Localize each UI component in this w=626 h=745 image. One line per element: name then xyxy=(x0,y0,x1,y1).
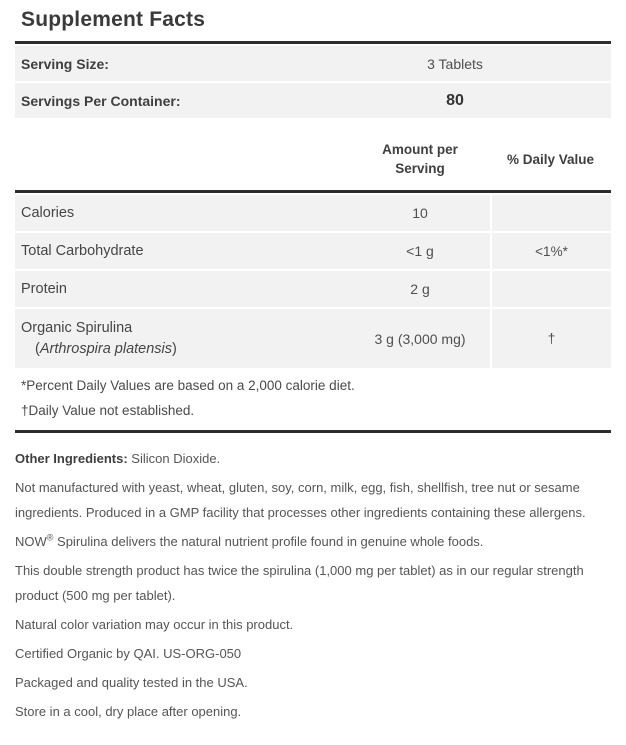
registered-trademark-symbol: ® xyxy=(46,532,54,543)
nutrient-amount: 2 g xyxy=(410,281,430,297)
certification-note: Certified Organic by QAI. US-ORG-050 xyxy=(15,646,242,661)
servings-per-container-row xyxy=(15,83,611,118)
allergen-statement: Not manufactured with yeast, wheat, gluten, soy, corn, milk, egg, fish, shellfish, tree nut or sesame ingredients. Produced in a GMP facility that processes other ingredients containing these allergens. xyxy=(15,480,586,520)
amount-header-line1: Amount per xyxy=(382,142,458,157)
serving-size-row xyxy=(15,46,611,81)
other-ingredients-label: Other Ingredients: xyxy=(15,451,128,466)
table-row-protein xyxy=(15,271,611,307)
table-row-organic-spirulina xyxy=(15,309,611,368)
facts-column-headers xyxy=(15,118,611,190)
nutrient-daily-value xyxy=(490,195,611,231)
nutrient-amount: 10 xyxy=(412,205,428,221)
brand-name: NOW xyxy=(15,534,47,549)
nutrient-name-line1: Organic Spirulina xyxy=(21,319,133,336)
nutrient-name xyxy=(15,316,350,362)
brand-statement-text: Spirulina delivers the natural nutrient profile found in genuine whole foods. xyxy=(53,534,484,549)
nutrient-name: Calories xyxy=(21,204,75,221)
color-variation-note: Natural color variation may occur in this product. xyxy=(15,617,294,632)
nutrient-name: Total Carbohydrate xyxy=(21,242,144,259)
table-row-total-carbohydrate xyxy=(15,233,611,269)
table-row-calories xyxy=(15,195,611,231)
amount-header-line2: Serving xyxy=(395,161,445,176)
nutrient-daily-value: <1%* xyxy=(490,233,611,269)
divider-top xyxy=(15,41,611,44)
storage-note: Store in a cool, dry place after opening. xyxy=(15,704,242,719)
serving-size-label: Serving Size: xyxy=(21,55,109,72)
servings-per-container-value: 80 xyxy=(446,91,464,109)
brand-statement xyxy=(15,529,611,554)
other-ingredients xyxy=(15,446,611,471)
nutrient-amount: <1 g xyxy=(406,243,434,259)
nutrient-name: Protein xyxy=(21,280,67,297)
double-strength-statement: This double strength product has twice the spirulina (1,000 mg per tablet) as in our regular strength product (500 mg per tablet). xyxy=(15,563,584,603)
footnote-percent-daily-values: *Percent Daily Values are based on a 2,000 calorie diet. xyxy=(21,378,355,393)
servings-per-container-label: Servings Per Container: xyxy=(21,92,181,109)
packaging-note: Packaged and quality tested in the USA. xyxy=(15,675,248,690)
panel-title: Supplement Facts xyxy=(21,8,206,31)
amount-per-serving-header xyxy=(350,140,490,178)
nutrient-daily-value: † xyxy=(490,309,611,368)
botanical-name-italic: Arthrospira platensis xyxy=(39,340,173,357)
daily-value-header: % Daily Value xyxy=(506,151,595,167)
footnote-dv-not-established: †Daily Value not established. xyxy=(21,403,195,418)
footnotes xyxy=(15,368,611,430)
nutrient-amount: 3 g (3,000 mg) xyxy=(374,330,466,347)
nutrient-daily-value xyxy=(490,271,611,307)
serving-size-value: 3 Tablets xyxy=(427,55,483,72)
other-ingredients-value: Silicon Dioxide. xyxy=(127,451,221,466)
divider-header xyxy=(15,190,611,193)
nutrient-botanical-name: (Arthrospira platensis) xyxy=(35,340,177,357)
product-info xyxy=(15,433,611,724)
